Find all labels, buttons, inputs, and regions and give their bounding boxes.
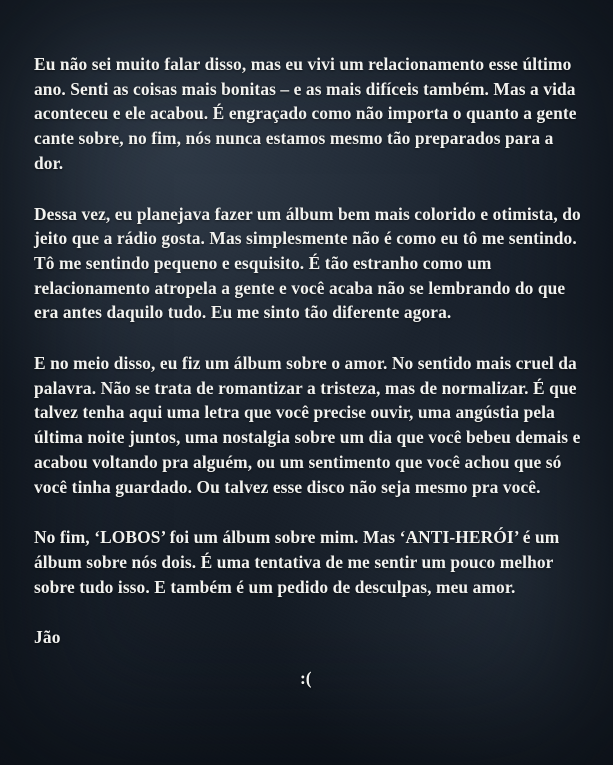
note-body bbox=[34, 52, 582, 689]
paragraph-4: No fim, ‘LOBOS’ foi um álbum sobre mim. Mas ‘ANTI-HERÓI’ é um álbum sobre nós dois. É uma tentativa de me sentir um pouco melhor sobre tudo isso. E também é um pedido de desculpas, meu amor. bbox=[34, 527, 560, 597]
signature: Jão bbox=[34, 627, 61, 648]
paragraph-1: Eu não sei muito falar disso, mas eu vivi um relacionamento esse último ano. Senti as coisas mais bonitas – e as mais difíceis também. Mas a vida aconteceu e ele acabou. É engraçado como não importa o quanto a gente cante sobre, no fim, nós nunca estamos mesmo tão preparados para a dor. bbox=[34, 54, 577, 173]
paragraph-3: E no meio disso, eu fiz um álbum sobre o amor. No sentido mais cruel da palavra. Não se trata de romantizar a tristeza, mas de normalizar. É que talvez tenha aqui uma letra que você precise ouvir, uma angústia pela última noite juntos, uma nostalgia sobre um dia que você bebeu demais e acabou voltando pra alguém, ou um sentimento que você achou que só você tinha guardado. Ou talvez esse disco não seja mesmo pra você. bbox=[34, 353, 581, 497]
paragraph-2: Dessa vez, eu planejava fazer um álbum bem mais colorido e otimista, do jeito que a rádio gosta. Mas simplesmente não é como eu tô me sentindo. Tô me sentindo pequeno e esquisito. É tão estranho como um relacionamento atropela a gente e você acaba não se lembrando do que era antes daquilo tudo. Eu me sinto tão diferente agora. bbox=[34, 203, 581, 323]
sad-face-emoticon: :( bbox=[300, 668, 312, 689]
